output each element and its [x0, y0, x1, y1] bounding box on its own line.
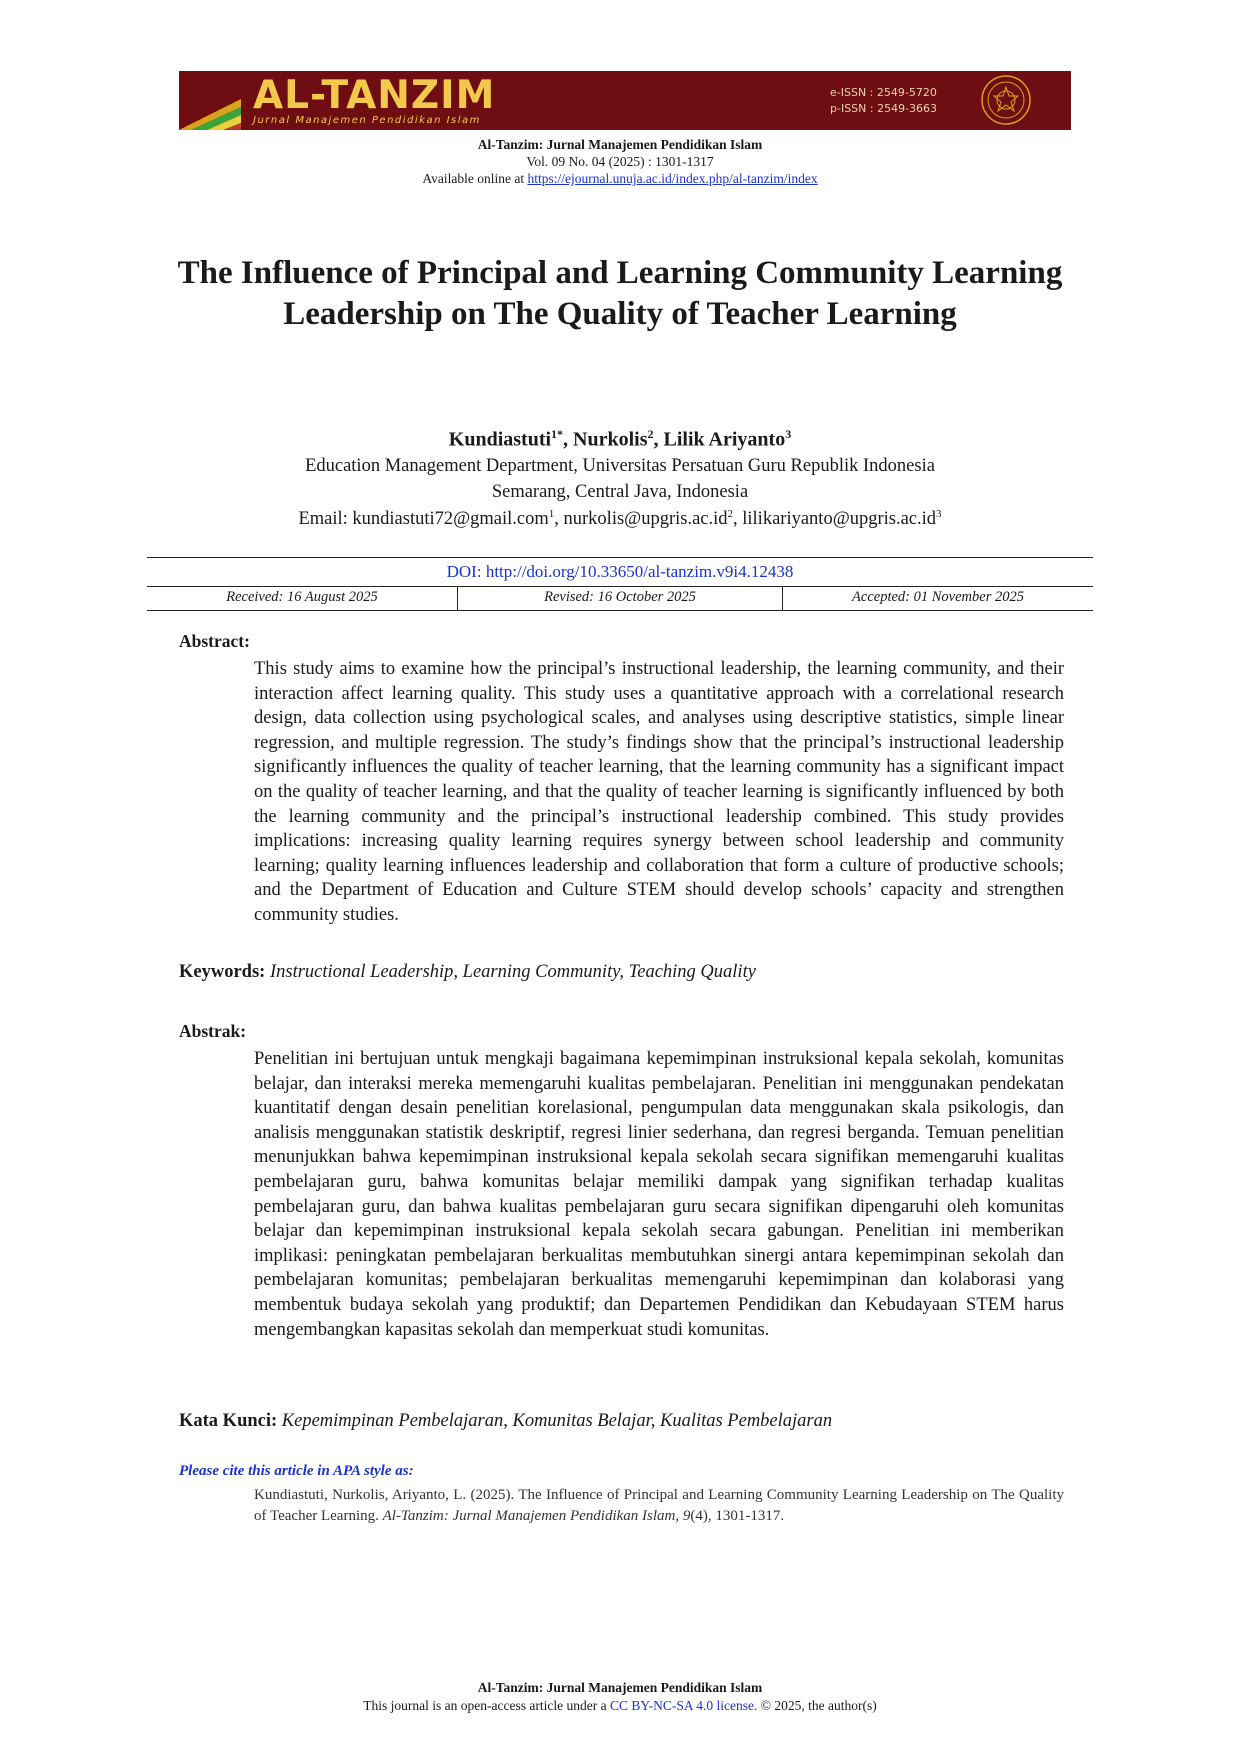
eissn: e-ISSN : 2549-5720 [830, 86, 937, 99]
issn-block [830, 85, 938, 117]
abstract-heading: Abstract: [179, 631, 250, 651]
author-sup: 2 [647, 427, 654, 441]
journal-name: Al-Tanzim: Jurnal Manajemen Pendidikan Islam [477, 137, 763, 152]
journal-banner [179, 71, 1071, 130]
email-prefix: Email: [298, 509, 353, 530]
journal-logo-stripes [179, 71, 241, 130]
citation-heading: Please cite this article in APA style as: [179, 1463, 414, 1479]
revised-date: Revised: 16 October 2025 [458, 587, 783, 610]
abstract-text: This study aims to examine how the principal’s instructional leadership, the learning community, and their interaction affect learning quality. This study uses a quantitative approach with a correlational research design, data collection using psychological scales, and analyses using descriptive statistics, simple linear regression, and multiple regression. The study’s findings show that the principal’s instructional leadership significantly influences the quality of teacher learning, that the learning community has a significant impact on the quality of teacher learning, and that the quality of teacher learning is significantly influenced by both the learning community and the principal’s instructional leadership combined. This study provides implications: increasing quality learning requires synergy between school leadership and community learning; quality learning influences leadership and collaboration that form a culture of productive schools; and the Department of Education and Culture STEM should develop schools’ capacity and strengthen community studies. [254, 659, 1064, 925]
affiliation-line-1: Education Management Department, Universitas Persatuan Guru Republik Indonesia [305, 456, 935, 476]
keywords-label: Keywords: [179, 962, 266, 982]
citation-sep: , [675, 1508, 683, 1524]
author-email[interactable]: kundiastuti72@gmail.com [352, 509, 549, 530]
author-name: Nurkolis [573, 428, 648, 451]
citation-text [254, 1485, 1064, 1527]
citation-issue-pages: (4), 1301-1317. [690, 1508, 785, 1524]
license-suffix: © 2025, the author(s) [757, 1698, 877, 1713]
author-emails: Email: kundiastuti72@gmail.com$^1$, $nurkolis@upgris.ac.id^2$, $lilikariyanto@upgris.ac.id^3$ [298, 508, 942, 530]
keywords: Instructional Leadership, Learning Community, Teaching Quality [269, 962, 756, 982]
kata-kunci: Kepemimpinan Pembelajaran, Komunitas Belajar, Kualitas Pembelajaran [281, 1411, 833, 1431]
author-sup: 3 [785, 427, 792, 441]
pissn: p-ISSN : 2549-3663 [830, 102, 938, 115]
email-sup: 1 [548, 508, 555, 520]
author-email[interactable]: nurkolis@upgris.ac.id [563, 509, 728, 530]
kata-kunci-line [179, 1411, 832, 1432]
author-list: Kundiastuti$^{1*}$, Nurkolis$^2$, Lilik Ariyanto$^3$ [448, 427, 792, 451]
keywords-line [179, 962, 756, 983]
email-sup: 2 [727, 508, 734, 520]
license-link[interactable]: CC BY-NC-SA 4.0 license. [609, 1698, 758, 1713]
author-sup: 1* [551, 427, 564, 441]
footer-journal: Al-Tanzim: Jurnal Manajemen Pendidikan Islam [477, 1680, 763, 1695]
journal-brand: AL-TANZIM [253, 73, 496, 118]
doi-link[interactable]: DOI: http://doi.org/10.33650/al-tanzim.v9i4.12438 [446, 562, 794, 581]
journal-brand-subtitle: Jurnal Manajemen Pendidikan Islam [253, 115, 481, 126]
author-email[interactable]: lilikariyanto@upgris.ac.id [742, 509, 937, 530]
citation-body: Kundiastuti, Nurkolis, Ariyanto, L. (2025). The Influence of Principal and Learning Community Learning Leadership on The Quality of Teacher Learning. [254, 1487, 1064, 1524]
citation-journal: Al-Tanzim: Jurnal Manajemen Pendidikan Islam [382, 1508, 676, 1524]
accepted-date: Accepted: 01 November 2025 [852, 589, 1024, 605]
doi-dates-box [147, 557, 1093, 611]
citation-volume: 9 [682, 1508, 691, 1524]
author-name: Kundiastuti [448, 428, 552, 451]
online-prefix: Available online at [422, 171, 528, 186]
university-seal-icon [980, 74, 1032, 126]
kata-kunci-label: Kata Kunci: [179, 1411, 278, 1431]
footer-license [0, 1698, 1240, 1714]
journal-online [0, 170, 1240, 187]
journal-volume: Vol. 09 No. 04 (2025) : 1301-1317 [526, 154, 714, 169]
email-sup: 3 [936, 508, 942, 520]
dates-row [147, 586, 1093, 610]
affiliation-line-2: Semarang, Central Java, Indonesia [491, 482, 749, 502]
abstrak-text: Penelitian ini bertujuan untuk mengkaji bagaimana kepemimpinan instruksional kepala sekolah, komunitas belajar, dan interaksi mereka memengaruhi kualitas pembelajaran. Penelitian ini menggunakan pendekatan kuantitatif dengan desain penelitian korelasional, pengumpulan data menggunakan skala psikologis, dan analisis menggunakan statistik deskriptif, regresi linier sederhana, dan regresi berganda. Temuan penelitian menunjukkan bahwa kepemimpinan instruksional kepala sekolah secara signifikan memengaruhi kualitas pembelajaran guru, bahwa komunitas belajar memiliki dampak yang signifikan terhadap kualitas pembelajaran guru, dan bahwa kualitas pembelajaran guru secara signifikan dipengaruhi oleh komunitas belajar dan kepemimpinan instruksional kepala sekolah secara gabungan. Penelitian ini memberikan implikasi: peningkatan pembelajaran berkualitas membutuhkan sinergi antara kepemimpinan sekolah dan pembelajaran komunitas; pembelajaran berkualitas memengaruhi kepemimpinan dan kolaborasi yang membentuk budaya sekolah yang produktif; dan Departemen Pendidikan dan Kebudayaan STEM harus mengembangkan kapasitas sekolah dan memperkuat studi komunitas. [254, 1049, 1064, 1340]
license-prefix: This journal is an open-access article under a [363, 1698, 610, 1713]
journal-url-link[interactable]: https://ejournal.unuja.ac.id/index.php/al-tanzim/index [527, 171, 818, 186]
article-title: The Influence of Principal and Learning Community Learning Leadership on The Quality of Teacher Learning [177, 255, 1063, 332]
received-date: Received: 16 August 2025 [147, 587, 458, 610]
author-name: Lilik Ariyanto [663, 428, 786, 451]
abstrak-heading: Abstrak: [179, 1021, 247, 1041]
